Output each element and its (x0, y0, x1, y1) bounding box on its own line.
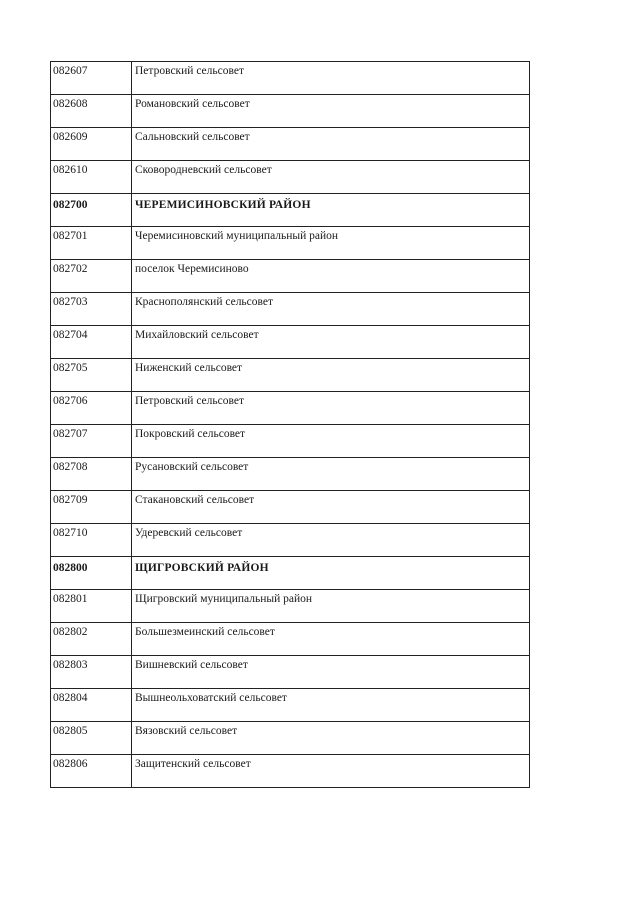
table-row (51, 689, 530, 722)
table-row (51, 95, 530, 128)
municipality-code-table (50, 61, 530, 788)
district-header-row (51, 557, 530, 590)
name-cell: ЧЕРЕМИСИНОВСКИЙ РАЙОН (132, 194, 530, 227)
code-cell: 082806 (51, 755, 132, 788)
code-cell: 082609 (51, 128, 132, 161)
name-cell: Удеревский сельсовет (132, 524, 530, 557)
code-cell: 082608 (51, 95, 132, 128)
code-cell: 082801 (51, 590, 132, 623)
table-row (51, 260, 530, 293)
table-row (51, 326, 530, 359)
name-cell: Щигровский муниципальный район (132, 590, 530, 623)
table-row (51, 293, 530, 326)
table-row (51, 755, 530, 788)
table-row (51, 392, 530, 425)
table-row (51, 227, 530, 260)
code-cell: 082800 (51, 557, 132, 590)
table-body (51, 62, 530, 788)
code-cell: 082805 (51, 722, 132, 755)
name-cell: ЩИГРОВСКИЙ РАЙОН (132, 557, 530, 590)
code-cell: 082802 (51, 623, 132, 656)
name-cell: Вишневский сельсовет (132, 656, 530, 689)
code-cell: 082704 (51, 326, 132, 359)
name-cell: Черемисиновский муниципальный район (132, 227, 530, 260)
table-row (51, 128, 530, 161)
code-cell: 082701 (51, 227, 132, 260)
code-cell: 082710 (51, 524, 132, 557)
table-row (51, 62, 530, 95)
table-row (51, 590, 530, 623)
table-row (51, 161, 530, 194)
name-cell: Защитенский сельсовет (132, 755, 530, 788)
name-cell: Вязовский сельсовет (132, 722, 530, 755)
name-cell: Сальновский сельсовет (132, 128, 530, 161)
code-cell: 082705 (51, 359, 132, 392)
table-row (51, 524, 530, 557)
code-cell: 082703 (51, 293, 132, 326)
name-cell: Михайловский сельсовет (132, 326, 530, 359)
name-cell: Русановский сельсовет (132, 458, 530, 491)
name-cell: поселок Черемисиново (132, 260, 530, 293)
table-row (51, 722, 530, 755)
code-cell: 082702 (51, 260, 132, 293)
name-cell: Покровский сельсовет (132, 425, 530, 458)
name-cell: Петровский сельсовет (132, 62, 530, 95)
code-cell: 082803 (51, 656, 132, 689)
name-cell: Ниженский сельсовет (132, 359, 530, 392)
name-cell: Большезмеинский сельсовет (132, 623, 530, 656)
code-cell: 082607 (51, 62, 132, 95)
code-cell: 082610 (51, 161, 132, 194)
code-cell: 082709 (51, 491, 132, 524)
table-row (51, 458, 530, 491)
name-cell: Стакановский сельсовет (132, 491, 530, 524)
table-row (51, 623, 530, 656)
name-cell: Краснополянский сельсовет (132, 293, 530, 326)
table-row (51, 656, 530, 689)
name-cell: Романовский сельсовет (132, 95, 530, 128)
code-cell: 082707 (51, 425, 132, 458)
name-cell: Петровский сельсовет (132, 392, 530, 425)
table-row (51, 491, 530, 524)
code-cell: 082706 (51, 392, 132, 425)
table-row (51, 359, 530, 392)
district-header-row (51, 194, 530, 227)
code-cell: 082708 (51, 458, 132, 491)
name-cell: Вышнеольховатский сельсовет (132, 689, 530, 722)
code-cell: 082700 (51, 194, 132, 227)
name-cell: Сковородневский сельсовет (132, 161, 530, 194)
code-cell: 082804 (51, 689, 132, 722)
table-row (51, 425, 530, 458)
